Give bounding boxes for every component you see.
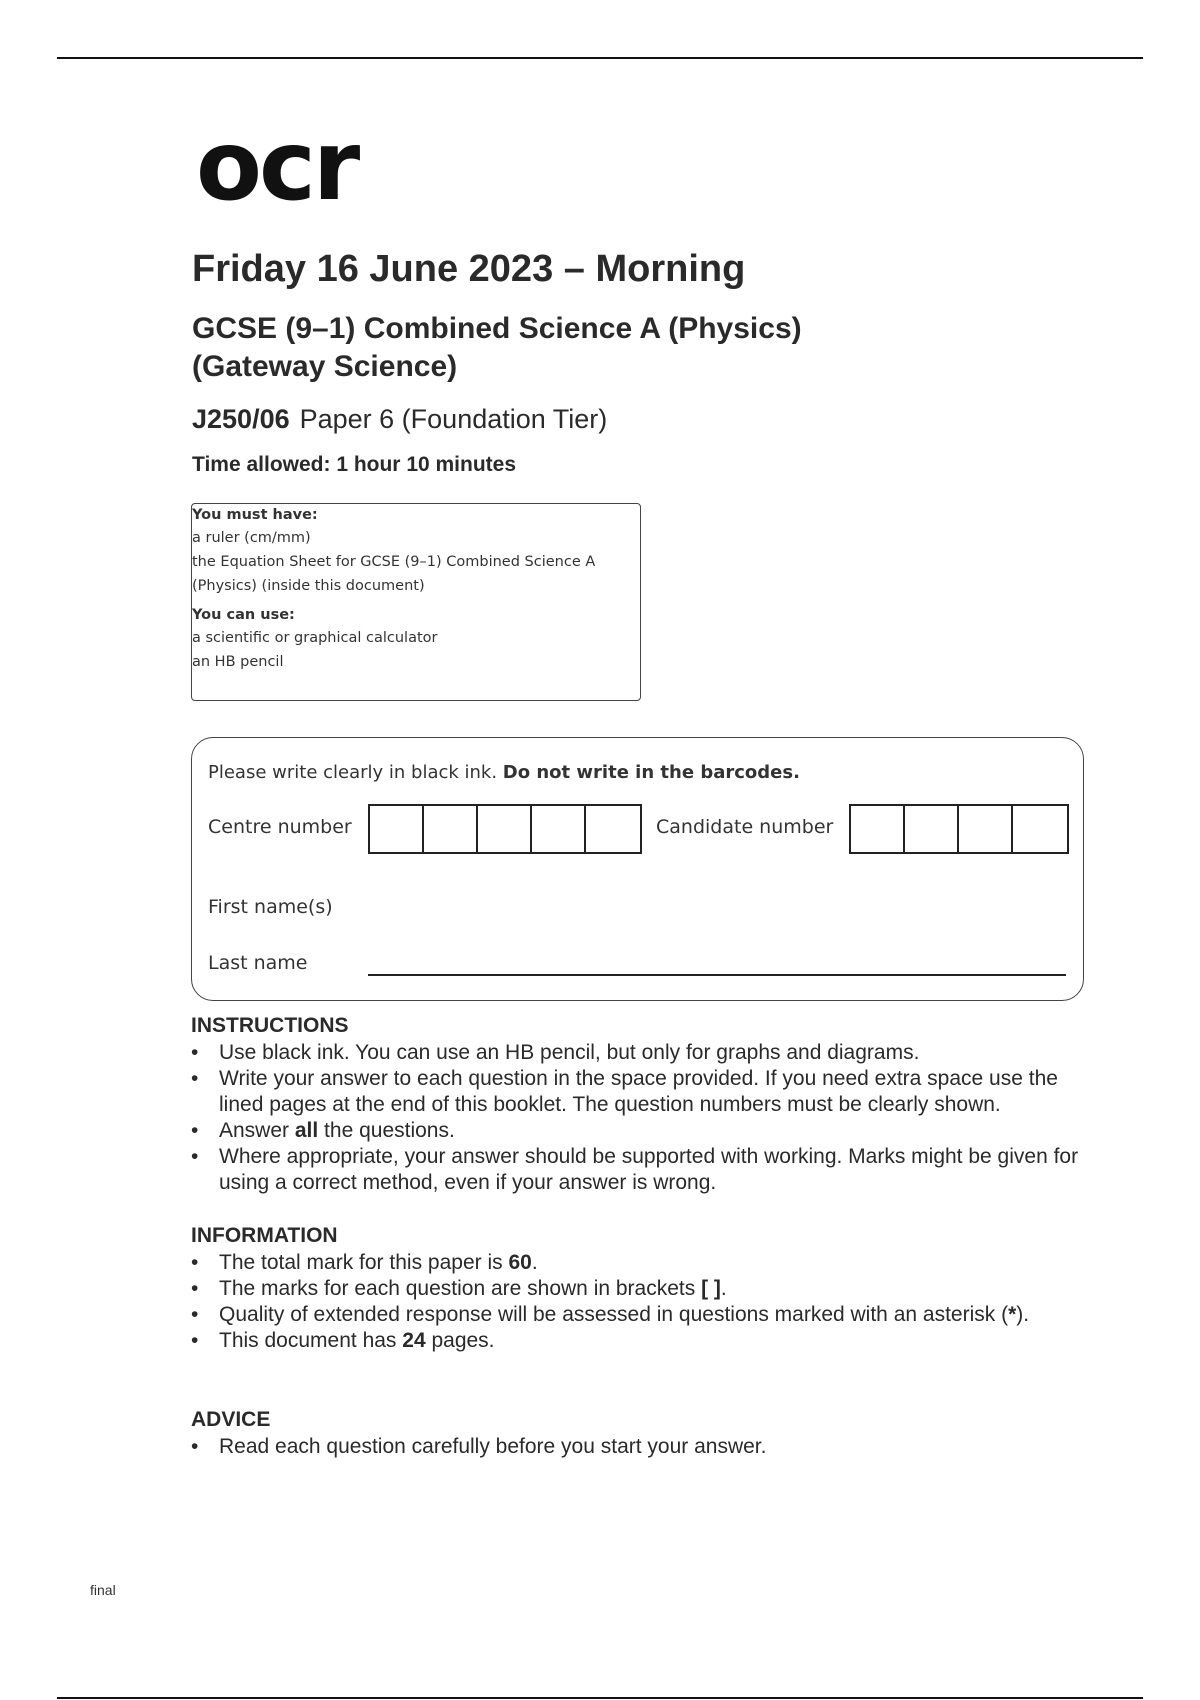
instruction-item: • Write your answer to each question in the space provided. If you need extra space use the lined pages at the end of this booklet. The question numbers must be clearly shown. (191, 1066, 1091, 1118)
last-name-label: Last name (208, 952, 308, 974)
can-use-heading: You can use: (192, 607, 295, 623)
instruction-item: • Answer all the questions. (191, 1118, 1091, 1144)
information-list (191, 1250, 1091, 1354)
footer-text: final (90, 1582, 116, 1598)
centre-number-digit[interactable] (532, 806, 586, 852)
first-name-label: First name(s) (208, 896, 333, 918)
must-have-item: the Equation Sheet for GCSE (9–1) Combined Science A (192, 554, 596, 570)
information-item: • Quality of extended response will be assessed in questions marked with an asterisk (*). (191, 1302, 1091, 1328)
candidate-note (208, 762, 800, 783)
advice-list (191, 1434, 1091, 1460)
bottom-rule (57, 1697, 1143, 1699)
can-use-item: an HB pencil (192, 654, 284, 670)
paper-code: J250/06 (192, 404, 290, 434)
centre-number-digit[interactable] (586, 806, 640, 852)
instructions-heading: INSTRUCTIONS (191, 1014, 349, 1037)
candidate-details-box (191, 737, 1084, 1001)
equipment-box (191, 503, 641, 701)
information-item: • The marks for each question are shown in brackets [ ]. (191, 1276, 1091, 1302)
must-have-heading: You must have: (192, 507, 318, 523)
candidate-number-digit[interactable] (905, 806, 959, 852)
qualification-line-2: (Gateway Science) (192, 350, 458, 383)
exam-date: Friday 16 June 2023 – Morning (192, 248, 746, 290)
information-heading: INFORMATION (191, 1224, 338, 1247)
information-item: • The total mark for this paper is 60. (191, 1250, 1091, 1276)
instruction-item: • Use black ink. You can use an HB pencil, but only for graphs and diagrams. (191, 1040, 1091, 1066)
candidate-number-digit[interactable] (851, 806, 905, 852)
information-item: • This document has 24 pages. (191, 1328, 1091, 1354)
centre-number-digit[interactable] (424, 806, 478, 852)
candidate-note-bold: Do not write in the barcodes. (502, 762, 800, 783)
qualification-line-1: GCSE (9–1) Combined Science A (Physics) (192, 312, 802, 345)
top-rule (57, 57, 1143, 59)
qualification-title (192, 310, 802, 386)
time-allowed: Time allowed: 1 hour 10 minutes (192, 453, 517, 476)
centre-number-digit[interactable] (478, 806, 532, 852)
paper-tier: Paper 6 (Foundation Tier) (299, 404, 608, 434)
advice-item: • Read each question carefully before you start your answer. (191, 1434, 1091, 1460)
advice-heading: ADVICE (191, 1408, 271, 1431)
instructions-list (191, 1040, 1091, 1196)
instruction-item: • Where appropriate, your answer should be supported with working. Marks might be given for using a correct method, even if your answer is wrong. (191, 1144, 1091, 1196)
last-name-field[interactable] (368, 974, 1066, 976)
must-have-item: (Physics) (inside this document) (192, 578, 425, 594)
candidate-number-boxes[interactable] (849, 804, 1069, 854)
paper-title (192, 404, 607, 435)
candidate-number-digit[interactable] (959, 806, 1013, 852)
must-have-item: a ruler (cm/mm) (192, 530, 311, 546)
can-use-item: a scientific or graphical calculator (192, 630, 438, 646)
ocr-logo: ocr (196, 110, 358, 222)
candidate-number-label: Candidate number (656, 816, 834, 838)
centre-number-boxes[interactable] (368, 804, 642, 854)
centre-number-label: Centre number (208, 816, 352, 838)
candidate-number-digit[interactable] (1013, 806, 1067, 852)
centre-number-digit[interactable] (370, 806, 424, 852)
candidate-note-text: Please write clearly in black ink. (208, 762, 503, 783)
